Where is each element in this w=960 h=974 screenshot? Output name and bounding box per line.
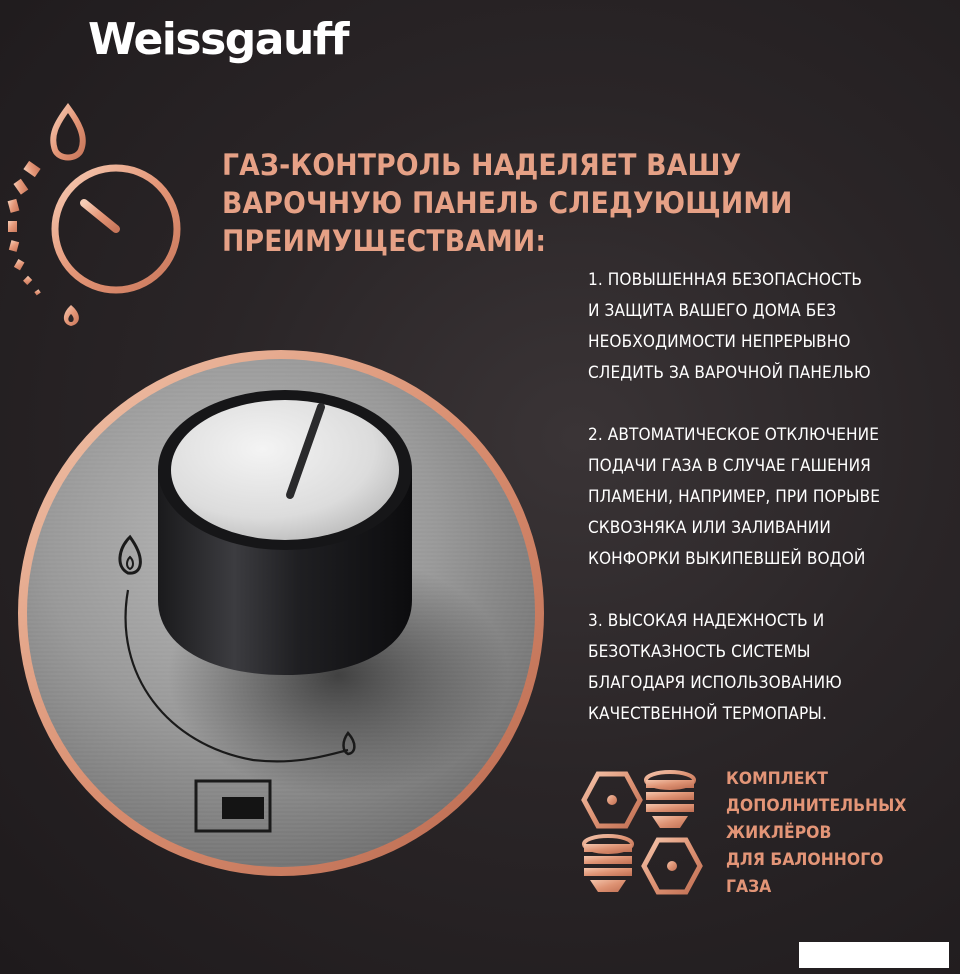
headline-line: ПРЕИМУЩЕСТВАМИ: — [222, 224, 547, 258]
benefit-line: НЕОБХОДИМОСТИ НЕПРЕРЫВНО — [588, 332, 851, 351]
kit-line: КОМПЛЕКТ — [726, 769, 828, 789]
headline-line: ГАЗ-КОНТРОЛЬ НАДЕЛЯЕТ ВАШУ — [222, 148, 742, 182]
benefit-line: БЕЗОТКАЗНОСТЬ СИСТЕМЫ — [588, 642, 811, 661]
gas-burner-knob — [18, 345, 558, 885]
headline — [222, 146, 884, 260]
benefit-line: 3. ВЫСОКАЯ НАДЕЖНОСТЬ И — [588, 611, 825, 630]
benefit-line: 1. ПОВЫШЕННАЯ БЕЗОПАСНОСТЬ — [588, 270, 862, 289]
jet-kit-label — [726, 766, 906, 901]
benefit-line: 2. АВТОМАТИЧЕСКОЕ ОТКЛЮЧЕНИЕ — [588, 425, 880, 444]
gas-jet-nozzle-icon — [578, 768, 718, 896]
benefits-list — [588, 264, 934, 760]
kit-line: ДОПОЛНИТЕЛЬНЫХ — [726, 796, 907, 816]
gas-control-timer-flame-icon — [6, 100, 186, 335]
benefit-item — [588, 419, 934, 574]
benefit-item — [588, 264, 934, 388]
benefit-item — [588, 605, 934, 729]
benefit-line: СЛЕДИТЬ ЗА ВАРОЧНОЙ ПАНЕЛЬЮ — [588, 363, 871, 382]
benefit-line: БЛАГОДАРЯ ИСПОЛЬЗОВАНИЮ — [588, 673, 842, 692]
headline-line: ВАРОЧНУЮ ПАНЕЛЬ СЛЕДУЮЩИМИ — [222, 186, 793, 220]
benefit-line: И ЗАЩИТА ВАШЕГО ДОМА БЕЗ — [588, 301, 837, 320]
kit-line: ЖИКЛЁРОВ — [726, 823, 832, 843]
benefit-line: ПОДАЧИ ГАЗА В СЛУЧАЕ ГАШЕНИЯ — [588, 456, 871, 475]
benefit-line: КОНФОРКИ ВЫКИПЕВШЕЙ ВОДОЙ — [588, 549, 866, 568]
brand-logo: Weissgauff — [88, 14, 349, 65]
benefit-line: СКВОЗНЯКА ИЛИ ЗАЛИВАНИИ — [588, 518, 831, 537]
corner-bar — [799, 942, 949, 968]
benefit-line: ПЛАМЕНИ, НАПРИМЕР, ПРИ ПОРЫВЕ — [588, 487, 881, 506]
benefit-line: КАЧЕСТВЕННОЙ ТЕРМОПАРЫ. — [588, 704, 827, 723]
kit-line: ДЛЯ БАЛОННОГО — [726, 850, 884, 870]
kit-line: ГАЗА — [726, 877, 772, 897]
